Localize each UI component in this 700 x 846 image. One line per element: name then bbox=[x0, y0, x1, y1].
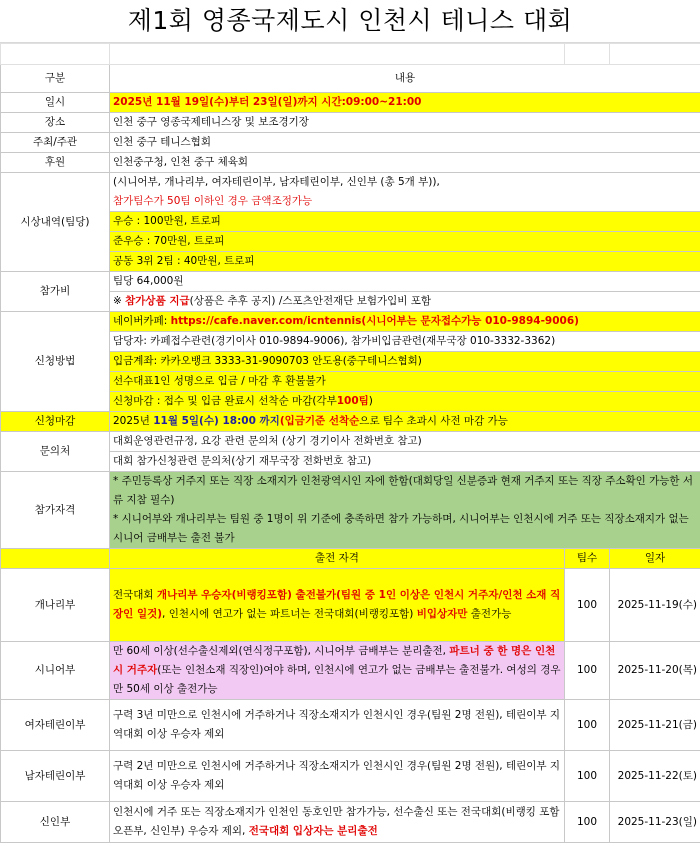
label-fee: 참가비 bbox=[1, 272, 110, 312]
division-qualification bbox=[110, 569, 565, 642]
prize-divisions-text: (시니어부, 개나리부, 여자테린이부, 남자테린이부, 신인부 (총 5개 부)), bbox=[113, 176, 440, 188]
host-value: 인천 중구 테니스협회 bbox=[110, 133, 700, 153]
label-inquiry: 문의처 bbox=[1, 432, 110, 472]
deadline-pre: 2025년 bbox=[113, 415, 154, 427]
qual-text: (또는 인천소재 직장인)여야 하며, 인천시에 연고가 없는 금배부는 출전불가. 여성의 경우 만 50세 이상 출전가능 bbox=[113, 664, 561, 695]
apply-account-value: 카카오뱅크 3333-31-9090703 안도용(중구테니스협회) bbox=[160, 355, 422, 367]
row-venue bbox=[1, 113, 700, 133]
prize-third: 공동 3위 2팀 : 40만원, 트로피 bbox=[110, 252, 700, 272]
schedule-value: 2025년 11월 19일(수)부터 23일(일)까지 시간:09:00~21:00 bbox=[110, 93, 700, 113]
label-schedule: 일시 bbox=[1, 93, 110, 113]
qual-emphasis: 비입상자만 bbox=[416, 608, 468, 620]
fee-gift bbox=[110, 292, 700, 312]
sponsor-value: 인천중구청, 인천 중구 체육회 bbox=[110, 153, 700, 173]
apply-cafe bbox=[110, 312, 700, 332]
row-host bbox=[1, 133, 700, 153]
qual-emphasis: 전국대회 입상자는 분리출전 bbox=[248, 825, 378, 837]
division-header bbox=[1, 549, 700, 569]
header-category: 구분 bbox=[1, 65, 110, 93]
apply-close-suffix: ) bbox=[368, 395, 373, 407]
division-name: 남자테린이부 bbox=[1, 751, 110, 802]
apply-cafe-note: (시니어부는 문자접수가능 010-9894-9006) bbox=[361, 315, 579, 327]
apply-cafe-prefix: 네이버카페: bbox=[113, 315, 171, 327]
division-teams: 100 bbox=[565, 642, 610, 700]
division-date: 2025-11-21(금) bbox=[610, 700, 700, 751]
row-deadline bbox=[1, 412, 700, 432]
qual-emphasis: 파트너 중 한 명은 인천시 거주자 bbox=[113, 645, 556, 676]
page-title: 제1회 영종국제도시 인천시 테니스 대회 bbox=[0, 0, 700, 43]
apply-account bbox=[110, 352, 700, 372]
cafe-link[interactable]: https://cafe.naver.com/icntennis bbox=[170, 315, 362, 327]
venue-value: 인천 중구 영종국제테니스장 및 보조경기장 bbox=[110, 113, 700, 133]
fee-gift-rest: (상품은 추후 공지) /스포츠안전재단 보험가입비 포함 bbox=[189, 295, 432, 307]
deadline-date: 11월 5일(수) 18:00 까지 bbox=[153, 415, 280, 427]
prize-second: 준우승 : 70만원, 트로피 bbox=[110, 232, 700, 252]
apply-name-rule: 선수대표1인 성명으로 입금 / 마감 후 환불불가 bbox=[110, 372, 700, 392]
division-teams: 100 bbox=[565, 802, 610, 843]
division-name: 개나리부 bbox=[1, 569, 110, 642]
apply-contact: 담당자: 카페접수관련(경기이사 010-9894-9006), 참가비입금관련(재무국장 010-3332-3362) bbox=[110, 332, 700, 352]
qual-emphasis: 개나리부 우승자(비랭킹포함) 출전불가(팀원 중 1인 이상은 인천시 거주자/인천 소재 직장인 일것) bbox=[113, 589, 561, 620]
division-date: 2025-11-23(일) bbox=[610, 802, 700, 843]
division-name: 신인부 bbox=[1, 802, 110, 843]
division-name: 여자테린이부 bbox=[1, 700, 110, 751]
inquiry-line1: 대회운영관련규정, 요강 관련 문의처 (상기 경기이사 전화번호 참고) bbox=[110, 432, 700, 452]
apply-close-prefix: 신청마감 : 접수 및 입금 완료시 선착순 마감(각부 bbox=[113, 395, 337, 407]
division-qualification bbox=[110, 751, 565, 802]
label-venue: 장소 bbox=[1, 113, 110, 133]
deadline-post: 으로 팀수 초과시 사전 마감 가능 bbox=[359, 415, 508, 427]
label-deadline: 신청마감 bbox=[1, 412, 110, 432]
info-table bbox=[0, 43, 700, 843]
row-schedule bbox=[1, 93, 700, 113]
label-host: 주최/주관 bbox=[1, 133, 110, 153]
eligibility-text-1: * 주민등록상 거주지 또는 직장 소재지가 인천광역시인 자에 한함(대회당일 신분증과 현재 거주지 또는 직장 주소확인 가능한 서류 지참 필수) bbox=[113, 475, 694, 506]
row-sponsor bbox=[1, 153, 700, 173]
eligibility-value bbox=[110, 472, 700, 549]
qual-text: 구력 2년 미만으로 인천시에 거주하거나 직장소재지가 인천시인 경우(팀원 2명 전원), 테린이부 지역대회 이상 우승자 제외 bbox=[113, 760, 561, 791]
prize-divisions bbox=[110, 173, 700, 212]
eligibility-text-2: * 시니어부와 개나리부는 팀원 중 1명이 위 기준에 충족하면 참가 가능하며, 시니어부는 인천시에 거주 또는 직장소재지가 없는 시니어 금배부는 출전 불가 bbox=[113, 513, 689, 544]
label-eligibility: 참가자격 bbox=[1, 472, 110, 549]
division-teams: 100 bbox=[565, 569, 610, 642]
prize-note: 참가팀수가 50팀 이하인 경우 금액조정가능 bbox=[113, 195, 313, 207]
division-name: 시니어부 bbox=[1, 642, 110, 700]
division-teams: 100 bbox=[565, 700, 610, 751]
division-date: 2025-11-22(토) bbox=[610, 751, 700, 802]
row-fee-amount bbox=[1, 272, 700, 292]
prize-first: 우승 : 100만원, 트로피 bbox=[110, 212, 700, 232]
qual-text: 인천시에 거주 또는 직장소재지가 인천인 동호인만 참가가능, 선수출신 또는 전국대회(비랭킹 포함 오픈부, 신인부) 우승자 제외, bbox=[113, 806, 560, 837]
division-row bbox=[1, 569, 700, 642]
division-teams: 100 bbox=[565, 751, 610, 802]
label-apply: 신청방법 bbox=[1, 312, 110, 412]
division-qualification bbox=[110, 802, 565, 843]
division-row bbox=[1, 700, 700, 751]
inquiry-line2: 대회 참가신청관련 문의처(상기 재무국장 전화번호 참고) bbox=[110, 452, 700, 472]
division-row bbox=[1, 802, 700, 843]
apply-close-limit: 100팀 bbox=[336, 395, 369, 407]
division-row bbox=[1, 642, 700, 700]
row-apply-cafe bbox=[1, 312, 700, 332]
deadline-value bbox=[110, 412, 700, 432]
fee-gift-prefix: ※ bbox=[113, 295, 126, 307]
division-header-date: 일자 bbox=[610, 549, 700, 569]
division-qualification bbox=[110, 700, 565, 751]
qual-text: , 인천시에 연고가 없는 파트너는 전국대회(비랭킹포함) bbox=[162, 608, 417, 620]
qual-text: 전국대회 bbox=[113, 589, 157, 601]
row-prize-divisions bbox=[1, 173, 700, 212]
apply-close bbox=[110, 392, 700, 412]
label-prize: 시상내역(팀당) bbox=[1, 173, 110, 272]
fee-gift-highlight: 참가상품 지급 bbox=[125, 295, 190, 307]
row-inquiry-1 bbox=[1, 432, 700, 452]
apply-account-prefix: 입금계좌: bbox=[113, 355, 161, 367]
division-qualification bbox=[110, 642, 565, 700]
label-sponsor: 후원 bbox=[1, 153, 110, 173]
qual-text: 구력 3년 미만으로 인천시에 거주하거나 직장소재지가 인천시인 경우(팀원 2명 전원), 테린이부 지역대회 이상 우승자 제외 bbox=[113, 709, 561, 740]
division-date: 2025-11-20(목) bbox=[610, 642, 700, 700]
fee-amount: 팀당 64,000원 bbox=[110, 272, 700, 292]
qual-text: 출전가능 bbox=[467, 608, 512, 620]
spacer-row bbox=[1, 44, 700, 65]
row-eligibility bbox=[1, 472, 700, 549]
division-header-teams: 팀수 bbox=[565, 549, 610, 569]
header-content: 내용 bbox=[110, 65, 700, 93]
division-header-qualification: 출전 자격 bbox=[110, 549, 565, 569]
qual-text: 만 60세 이상(선수출신제외(연식정구포함), 시니어부 금배부는 분리출전, bbox=[113, 645, 450, 657]
division-row bbox=[1, 751, 700, 802]
deadline-basis: (입금기준 선착순 bbox=[279, 415, 360, 427]
table-header bbox=[1, 65, 700, 93]
division-date: 2025-11-19(수) bbox=[610, 569, 700, 642]
